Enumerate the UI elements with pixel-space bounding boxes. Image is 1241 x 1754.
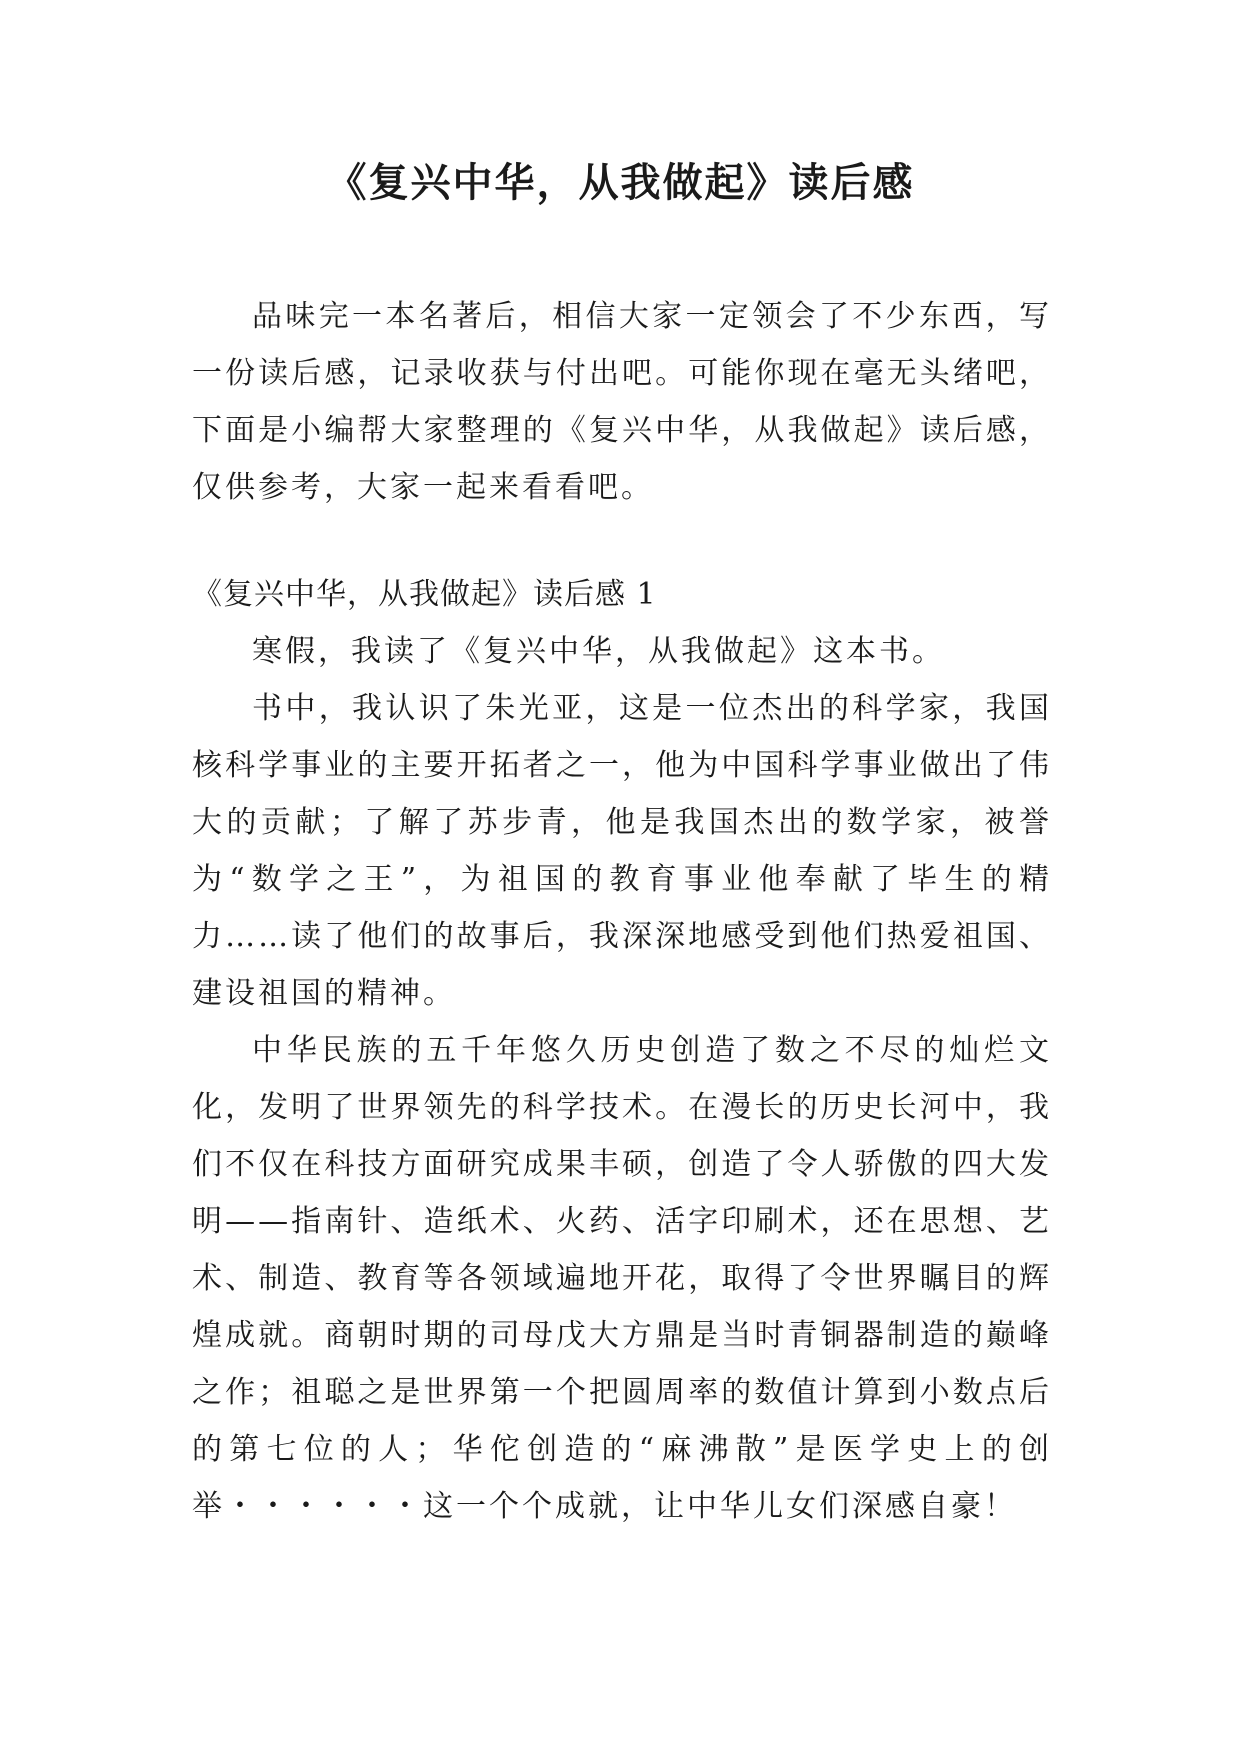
body-paragraph: 中华民族的五千年悠久历史创造了数之不尽的灿烂文化，发明了世界领先的科学技术。在漫长的历史长河中，我们不仅在科技方面研究成果丰硕，创造了令人骄傲的四大发明——指南针、造纸术、火药、活字印刷术，还在思想、艺术、制造、教育等各领域遍地开花，取得了令世界瞩目的辉煌成就。商朝时期的司母戊大方鼎是当时青铜器制造的巅峰之作；祖聪之是世界第一个把圆周率的数值计算到小数点后的第七位的人；华佗创造的“麻沸散”是医学史上的创举・・・・・・这一个个成就，让中华儿女们深感自豪！ [192, 1033, 1052, 1524]
body-paragraph: 寒假，我读了《复兴中华，从我做起》这本书。 [252, 634, 945, 669]
document-title: 《复兴中华，从我做起》读后感 [326, 160, 915, 206]
intro-paragraph: 品味完一本名著后，相信大家一定领会了不少东西，写一份读后感，记录收获与付出吧。可能你现在毫无头绪吧，下面是小编帮大家整理的《复兴中华，从我做起》读后感，仅供参考，大家一起来看看吧。 [192, 299, 1052, 505]
body-paragraph: 书中，我认识了朱光亚，这是一位杰出的科学家，我国核科学事业的主要开拓者之一，他为中国科学事业做出了伟大的贡献；了解了苏步青，他是我国杰出的数学家，被誉为“数学之王”，为祖国的教育事业他奉献了毕生的精力……读了他们的故事后，我深深地感受到他们热爱祖国、建设祖国的精神。 [192, 691, 1052, 1011]
section-heading: 《复兴中华，从我做起》读后感 1 [192, 577, 657, 612]
document-body [192, 288, 1052, 1535]
